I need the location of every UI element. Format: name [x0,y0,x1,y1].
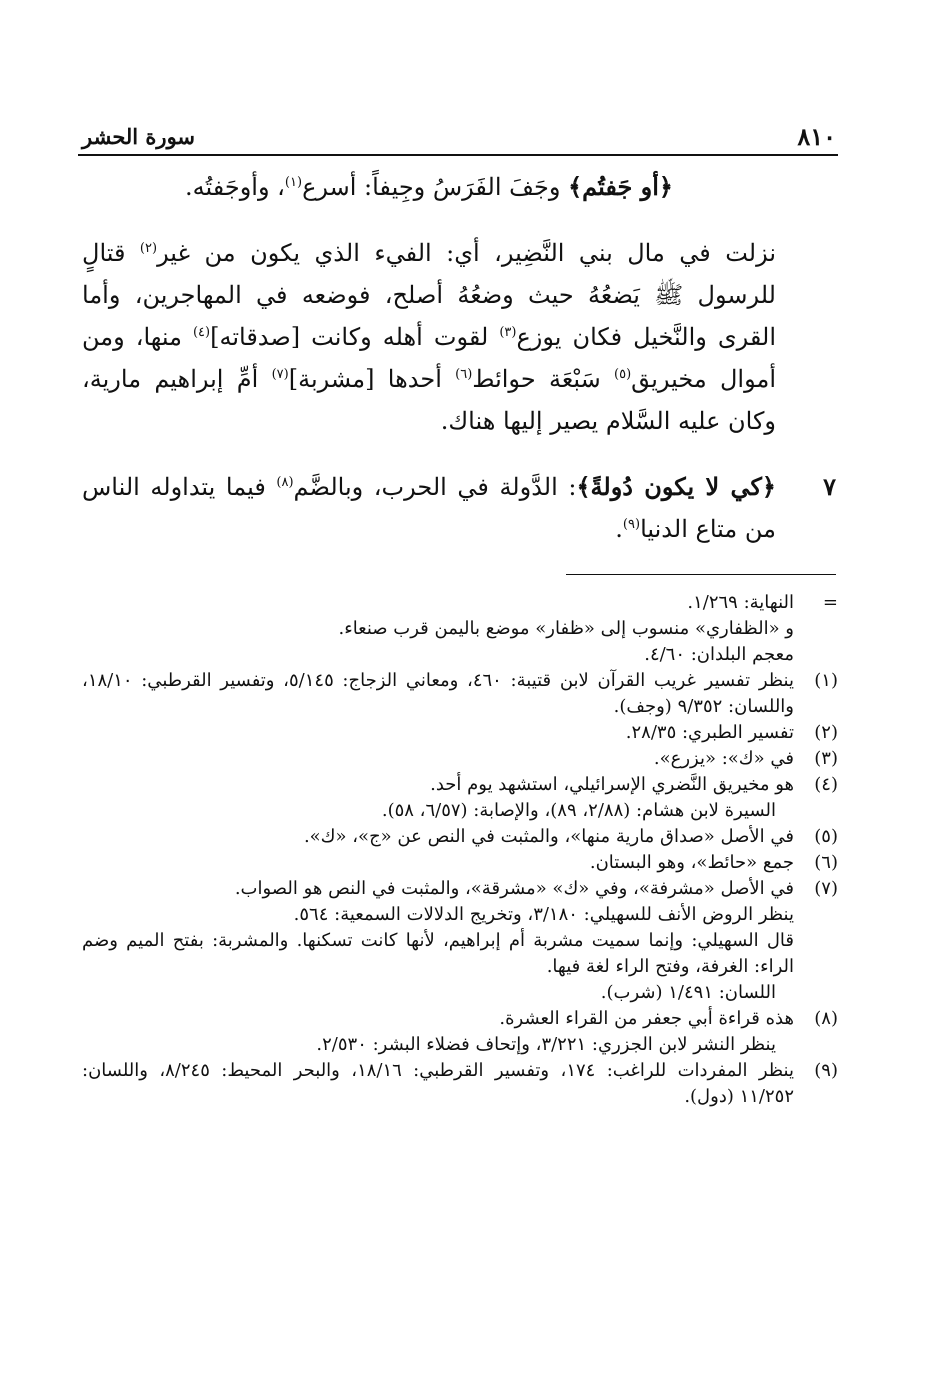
footnote-continued [82,590,838,668]
footnote-line: اللسان: ١/٤٩١ (شرب). [600,982,776,1003]
paragraph-text: قتالٍ للرسول ﷺ يَضعُهُ حيث وضعُهُ أصلح، فوضعه في المهاجرين، وأما القرى والنَّخيل فكان يوزع [82,239,776,351]
footnote-4 [82,772,838,824]
footnote-line: ينظر المفردات للراغب: ١٧٤، وتفسير القرطبي: ١٨/١٦، والبحر المحيط: ٨/٢٤٥، واللسان: ١١/٢٥٢ (دول). [82,1060,794,1107]
footnote-7 [82,876,838,1006]
paragraph-text: نزلت في مال بني النَّضِير، أي: الفيء الذي يكون من غير [157,239,777,267]
footnote-mark: (٤) [814,774,838,795]
footnote-line: في الأصل «صداق مارية منها»، والمثبت في النص عن «ج»، «ك». [303,826,794,847]
footnote-mark: = [822,592,838,613]
footnote-line: ينظر النشر لابن الجزري: ٣/٢٢١، وإتحاف فضلاء البشر: ٢/٥٣٠. [316,1034,776,1055]
footnote-8 [82,1006,838,1058]
footnote-ref: (٤) [192,325,211,340]
footnote-ref: (٥) [614,367,632,382]
footnote-1 [82,668,838,720]
footnote-ref: (٧) [271,367,289,382]
footnote-line: السيرة لابن هشام: (٢/٨٨، ٨٩)، والإصابة: (٦/٥٧، ٥٨). [381,800,776,821]
footnote-mark: (٢) [814,722,838,743]
footnote-6 [82,850,838,876]
quran-quote: ﴿أو جَفتُم﴾ [568,172,673,201]
verse-explanation-line [82,166,776,208]
footnote-body [82,668,794,720]
verse-number: ٧ [823,472,836,501]
footnote-mark: (٧) [814,878,838,899]
footnote-body [82,1006,794,1058]
paragraph-text: سَبْعَة حوائط [472,365,615,393]
footnote-line: هذه قراءة أبي جعفر من القراء العشرة. [499,1008,794,1029]
footnote-line: معجم البلدان: ٤/٦٠. [644,644,794,665]
paragraph-text: فيما يتداوله الناس من متاع الدنيا [82,473,776,543]
footnote-line: ينظر تفسير غريب القرآن لابن قتيبة: ٤٦٠، ومعاني الزجاج: ٥/١٤٥، وتفسير القرطبي: ١٨/١٠، واللسان: ٩/٣٥٢ (وجف). [82,670,794,717]
page-number: ٨١٠ [797,122,836,151]
footnote-2 [82,720,838,746]
footnote-line: في «ك»: «يزرع». [653,748,794,769]
footnote-body [82,850,794,876]
footnote-ref: (٦) [455,367,473,382]
footnote-body [82,590,794,668]
footnote-ref: (٩) [622,517,641,532]
verse-block [82,466,836,550]
footnote-body [82,746,794,772]
footnote-line: النهاية: ١/٢٦٩. [687,592,794,613]
footnote-5 [82,824,838,850]
surah-title: سورة الحشر [82,124,196,149]
footnote-body [82,824,794,850]
quran-quote: ﴿كي لا يكون دُولةً﴾ [576,472,776,501]
footnote-3 [82,746,838,772]
footnote-body [82,772,794,824]
footnote-divider [566,574,836,575]
footnote-mark: (٣) [814,748,838,769]
paragraph [82,466,776,550]
footnote-body [82,876,794,1006]
explanation-text: ، وأوجَفتُه. [184,173,285,201]
page-header [78,118,838,154]
footnote-mark: (١) [814,670,838,691]
paragraph-text: لقوت أهله وكانت [صدقاته] [210,323,500,351]
footnote-body [82,720,794,746]
paragraph [82,232,776,442]
header-divider [78,154,838,156]
footnote-line: قال السهيلي: وإنما سميت مشربة أم إبراهيم، لأنها كانت تسكنها. والمشربة: بفتح الميم وضم الراء: الغرفة، وفتح الراء لغة فيها. [82,930,794,977]
footnote-9 [82,1058,838,1110]
footnote-ref: (٨) [276,475,294,490]
main-text [82,166,836,550]
footnote-line: جمع «حائط»، وهو البستان. [589,852,794,873]
paragraph-text: أحدها [مشربة] [288,365,456,393]
explanation-text: وجَفَ الفَرَسُ وجِيفاً: أسرع [302,173,569,201]
footnote-mark: (٨) [814,1008,838,1029]
footnote-ref: (٣) [499,325,517,340]
footnote-mark: (٦) [814,852,838,873]
footnotes [82,590,838,1110]
footnote-body [82,1058,794,1110]
footnote-line: و «الظفاري» منسوب إلى «ظفار» موضع باليمن قرب صنعاء. [338,618,794,639]
footnote-ref: (١) [284,175,303,190]
footnote-line: في الأصل «مشرفة»، وفي «ك» «مشرقة»، والمثبت في النص هو الصواب. [234,878,794,899]
paragraph-text: . [615,515,623,543]
footnote-line: تفسير الطبري: ٢٨/٣٥. [625,722,794,743]
footnote-mark: (٩) [814,1060,838,1081]
paragraph-text: أمِّ إبراهيم مارية، وكان عليه السَّلام يصير إليها هناك. [82,365,776,435]
footnote-line: هو مخيريق النَّضري الإسرائيلي، استشهد يوم أحد. [430,774,794,795]
footnote-mark: (٥) [814,826,838,847]
footnote-ref: (٢) [139,241,158,256]
paragraph-text: : الدَّولة في الحرب، وبالضَّم [293,473,577,501]
footnote-line: ينظر الروض الأنف للسهيلي: ٣/١٨٠، وتخريج الدلالات السمعية: ٥٦٤. [293,904,794,925]
paragraph-text: منها، ومن أموال مخيريق [82,323,777,393]
